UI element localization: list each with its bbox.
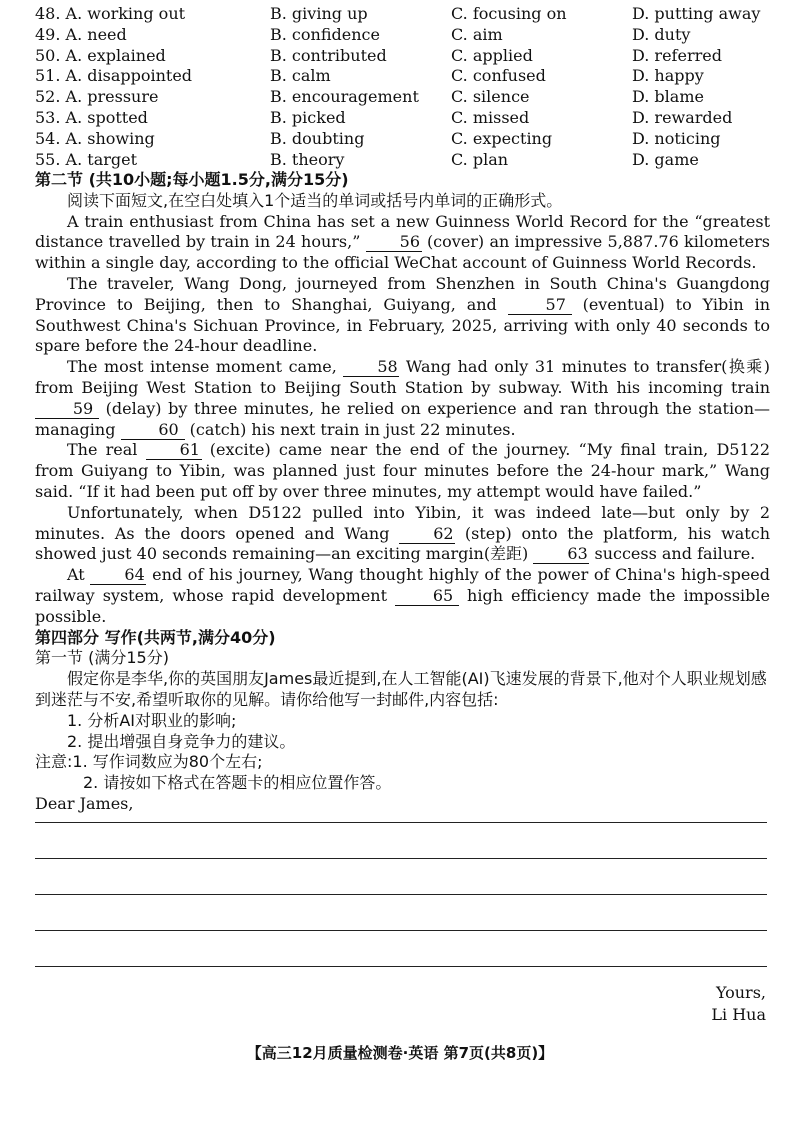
- blank-58[interactable]: 58: [343, 358, 399, 377]
- passage-text: The real: [67, 440, 146, 460]
- option-a: 54. A. showing: [35, 128, 155, 148]
- section2-heading: 第二节 (共10小题;每小题1.5分,满分15分): [35, 170, 349, 189]
- part4-heading: 第四部分 写作(共两节,满分40分): [35, 627, 276, 647]
- option-c: C. aim: [451, 24, 503, 44]
- passage-text: (step) onto the platform, his watch showed just 40 seconds remaining—an exciting margin(差距): [35, 523, 771, 564]
- writing-note-2: 2. 请按如下格式在答题卡的相应位置作答。: [83, 773, 392, 793]
- blank-64[interactable]: 64: [90, 566, 146, 585]
- passage-text: A train enthusiast from China has set a new Guinness World Record for the “greatest distance travelled by train in 24 hours,”: [35, 211, 770, 252]
- passage-text: (excite) came near the end of the journey. “My final train, D5122 from Guiyang to Yibin, was planned just four minutes before the 24-hour mark,” Wang said. “If it had been put off by over three minutes, my attempt would have failed.”: [35, 440, 770, 501]
- passage-text: (eventual) to Yibin in Southwest China's Sichuan Province, in February, 2025, arriving with only 40 seconds to spare before the 24-hour deadline.: [35, 294, 770, 356]
- option-a: 55. A. target: [35, 149, 138, 169]
- option-b: B. picked: [270, 107, 346, 127]
- answer-options: [35, 4, 800, 170]
- letter-signoff: [711, 982, 766, 1026]
- option-a: 48. A. working out: [35, 4, 186, 23]
- writing-line: [35, 822, 767, 823]
- passage-paragraph-3: [35, 357, 770, 440]
- passage-text: (delay) by three minutes, he relied on experience and ran through the station—managing: [35, 398, 770, 439]
- writing-line: [35, 894, 767, 895]
- passage-text: (cover) an impressive 5,887.76 kilometers within a single day, according to the official WeChat account of Guinness World Records.: [35, 232, 770, 273]
- writing-requirement-1: 1. 分析AI对职业的影响;: [67, 710, 237, 730]
- letter-signature: Li Hua: [711, 1005, 766, 1024]
- passage-paragraph-6: [35, 565, 770, 627]
- letter-closing: Yours,: [715, 983, 766, 1002]
- option-b: B. confidence: [270, 24, 380, 44]
- blank-56[interactable]: 56: [366, 233, 422, 252]
- passage-text: end of his journey, Wang thought highly of the power of China's high-speed railway system, whose rapid development: [35, 565, 770, 605]
- passage-text: Unfortunately, when D5122 pulled into Yibin, it was indeed late—but only by 2 minutes. As the doors opened and Wang: [35, 502, 770, 543]
- passage-paragraph-4: [35, 440, 770, 502]
- option-a: 51. A. disappointed: [35, 66, 193, 86]
- option-b: B. contributed: [270, 45, 387, 65]
- letter-greeting: Dear James,: [35, 793, 134, 813]
- option-a: 50. A. explained: [35, 45, 166, 65]
- writing-area[interactable]: [35, 822, 767, 1002]
- option-row: [35, 46, 800, 67]
- passage-text: Wang had only 31 minutes to transfer(换乘) from Beijing West Station to Beijing South Station by subway. With his incoming train: [35, 357, 771, 397]
- option-d: D. putting away: [632, 4, 761, 23]
- option-d: D. rewarded: [632, 107, 733, 127]
- passage-paragraph-5: [35, 503, 770, 565]
- option-row: [35, 108, 800, 129]
- option-row: [35, 150, 800, 171]
- option-row: [35, 4, 800, 25]
- passage-text: At: [67, 565, 91, 585]
- passage-text: high efficiency made the impossible possible.: [35, 585, 770, 626]
- passage-text: success and failure.: [589, 544, 756, 564]
- option-row: [35, 87, 800, 108]
- option-c: C. focusing on: [451, 4, 567, 23]
- main-content: [35, 170, 770, 815]
- blank-57[interactable]: 57: [508, 296, 572, 315]
- option-b: B. giving up: [270, 4, 368, 23]
- writing-requirement-2: 2. 提出增强自身竞争力的建议。: [67, 731, 296, 751]
- page-footer: 【高三12月质量检测卷·英语 第7页(共8页)】: [246, 1044, 554, 1062]
- option-c: C. confused: [451, 66, 546, 86]
- passage-paragraph-2: [35, 274, 770, 357]
- section2-instruction: 阅读下面短文,在空白处填入1个适当的单词或括号内单词的正确形式。: [67, 190, 563, 210]
- passage-text: The traveler, Wang Dong, journeyed from Shenzhen in South China's Guangdong Province to Beijing, then to Shanghai, Guiyang, and: [35, 273, 770, 314]
- option-d: D. referred: [632, 45, 722, 65]
- writing-line: [35, 858, 767, 859]
- blank-62[interactable]: 62: [399, 525, 455, 544]
- option-d: D. game: [632, 149, 699, 169]
- option-row: [35, 25, 800, 46]
- passage-paragraph-1: [35, 212, 770, 274]
- option-row: [35, 66, 800, 87]
- option-c: C. silence: [451, 87, 530, 107]
- option-d: D. duty: [632, 24, 691, 44]
- part4-subheading: 第一节 (满分15分): [35, 648, 169, 668]
- option-b: B. doubting: [270, 128, 365, 148]
- passage-text: (catch) his next train in just 22 minutes.: [184, 419, 516, 439]
- option-b: B. encouragement: [270, 87, 419, 107]
- option-c: C. plan: [451, 149, 509, 169]
- writing-line: [35, 966, 767, 967]
- blank-63[interactable]: 63: [533, 545, 589, 564]
- option-c: C. applied: [451, 45, 533, 65]
- option-c: C. expecting: [451, 128, 553, 148]
- writing-prompt: 假定你是李华,你的英国朋友James最近提到,在人工智能(AI)飞速发展的背景下,他对个人职业规划感到迷茫与不安,希望听取你的见解。请你给他写一封邮件,内容包括:: [35, 669, 767, 709]
- passage-text: The most intense moment came,: [67, 357, 344, 377]
- blank-65[interactable]: 65: [395, 587, 459, 606]
- option-d: D. blame: [632, 87, 704, 107]
- option-a: 53. A. spotted: [35, 107, 148, 127]
- option-d: D. happy: [632, 66, 704, 86]
- option-b: B. calm: [270, 66, 331, 86]
- writing-line: [35, 930, 767, 931]
- blank-61[interactable]: 61: [146, 441, 202, 460]
- option-b: B. theory: [270, 149, 345, 169]
- writing-note-1: 注意:1. 写作词数应为80个左右;: [35, 752, 263, 772]
- option-d: D. noticing: [632, 128, 721, 148]
- option-a: 52. A. pressure: [35, 87, 159, 107]
- blank-60[interactable]: 60: [121, 421, 185, 440]
- option-c: C. missed: [451, 107, 530, 127]
- option-a: 49. A. need: [35, 24, 127, 44]
- blank-59[interactable]: 59: [35, 400, 99, 419]
- option-row: [35, 129, 800, 150]
